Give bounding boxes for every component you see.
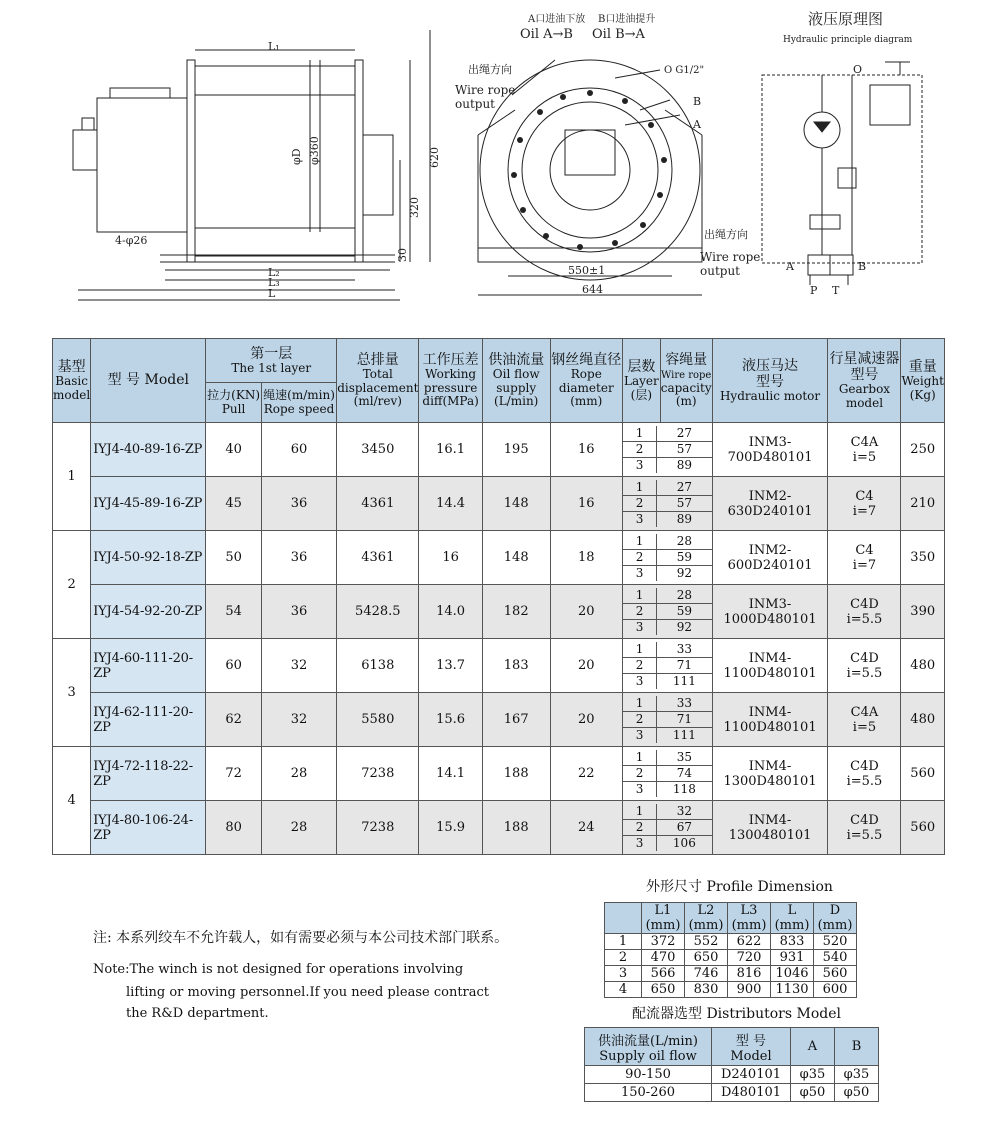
- flow-cell: 188: [482, 801, 550, 855]
- gearbox-cell: [828, 747, 901, 801]
- layer-value: 3: [623, 620, 657, 636]
- press-cell: 15.9: [419, 801, 482, 855]
- model-cell: IYJ4-80-106-24-ZP: [91, 801, 206, 855]
- profile-cell: 830: [685, 982, 728, 998]
- distributor-title: 配流器选型 Distributors Model: [632, 1006, 841, 1022]
- rope-dir-en1: Wire rope: [455, 83, 516, 97]
- weight-cell: 560: [901, 747, 945, 801]
- dim-d: φD: [290, 148, 303, 165]
- speed-cell: 36: [261, 531, 336, 585]
- motor-cell: INM4-1300D480101: [712, 747, 828, 801]
- capacity-value: 71: [657, 658, 712, 674]
- gearbox-cell: [828, 423, 901, 477]
- dim-l: L: [268, 287, 276, 300]
- table-row: [53, 585, 945, 639]
- gearbox-ratio: i=7: [852, 503, 877, 519]
- hydraulic-title-en: Hydraulic principle diagram: [783, 35, 913, 45]
- gearbox-ratio: i=5.5: [846, 827, 883, 843]
- model-cell: IYJ4-72-118-22-ZP: [91, 747, 206, 801]
- table-row: [605, 934, 857, 950]
- distributor-cell: φ35: [791, 1066, 835, 1084]
- layer-value: 2: [623, 712, 657, 728]
- pull-cell: 60: [206, 639, 261, 693]
- model-cell: IYJ4-54-92-20-ZP: [91, 585, 206, 639]
- layer-value: 1: [623, 642, 657, 658]
- weight-cell: 480: [901, 693, 945, 747]
- table-row: [605, 966, 857, 982]
- port-a: A: [693, 118, 701, 131]
- table-row: [53, 639, 945, 693]
- press-cell: 14.4: [419, 477, 482, 531]
- side-view-drawing: [73, 30, 430, 300]
- port-b: B: [693, 95, 702, 108]
- dim-l2: L₂: [268, 266, 280, 279]
- distributor-cell: 90-150: [585, 1066, 712, 1084]
- table-row: [605, 982, 857, 998]
- weight-cell: 250: [901, 423, 945, 477]
- layer-value: 1: [623, 534, 657, 550]
- model-cell: IYJ4-45-89-16-ZP: [91, 477, 206, 531]
- gearbox-model: C4A: [850, 434, 879, 450]
- weight-cell: 560: [901, 801, 945, 855]
- capacity-value: 57: [657, 442, 712, 458]
- basic-model-cell: 3: [53, 639, 91, 747]
- layer-value: 3: [623, 674, 657, 690]
- hyd-o: O: [853, 63, 863, 76]
- flow-cell: 148: [482, 531, 550, 585]
- motor-header: 液压马达 型号 Hydraulic motor: [712, 339, 828, 423]
- hyd-t: T: [832, 284, 840, 297]
- layer-value: 2: [623, 820, 657, 836]
- port-o: O G1/2": [664, 65, 705, 76]
- capacity-value: 32: [657, 804, 712, 820]
- gearbox-model: C4A: [850, 704, 879, 720]
- capacity-value: 111: [672, 728, 696, 742]
- layer-capacity-cell: [622, 531, 712, 585]
- profile-cell: 900: [728, 982, 771, 998]
- model-cell: IYJ4-60-111-20-ZP: [91, 639, 206, 693]
- spec-table-body: [53, 423, 945, 855]
- layer-capacity-cell: [622, 477, 712, 531]
- rope-header: 钢丝绳直径 Rope diameter (mm): [550, 339, 622, 423]
- profile-cell: 650: [685, 950, 728, 966]
- distributor-table: [584, 1027, 879, 1102]
- layer-value: 3: [623, 836, 657, 852]
- pull-header: 拉力(KN) Pull: [206, 383, 261, 423]
- profile-cell: 1: [605, 934, 642, 950]
- disp-cell: 5428.5: [337, 585, 419, 639]
- note-en-1: Note:The winch is not designed for operations involving: [93, 962, 464, 977]
- motor-cell: INM2-630D240101: [712, 477, 828, 531]
- motor-cell: INM3-700D480101: [712, 423, 828, 477]
- motor-cell: INM2-600D240101: [712, 531, 828, 585]
- basic-model-cell: 2: [53, 531, 91, 639]
- distributor-cell: D480101: [712, 1084, 791, 1102]
- layer-value: 2: [623, 766, 657, 782]
- speed-cell: 32: [261, 639, 336, 693]
- gearbox-ratio: i=5.5: [846, 611, 883, 627]
- dim-l1: L₁: [268, 40, 280, 53]
- gearbox-cell: [828, 477, 901, 531]
- layer-capacity-cell: [622, 585, 712, 639]
- profile-cell: 3: [605, 966, 642, 982]
- capacity-value: 89: [676, 458, 693, 472]
- rope-cell: 20: [550, 693, 622, 747]
- gearbox-model: C4D: [850, 650, 879, 666]
- profile-cell: 470: [642, 950, 685, 966]
- capacity-value: 57: [657, 496, 712, 512]
- layer-value: 2: [623, 658, 657, 674]
- disp-cell: 4361: [337, 477, 419, 531]
- profile-cell: 1130: [771, 982, 814, 998]
- profile-header-0: [605, 903, 642, 934]
- press-cell: 16: [419, 531, 482, 585]
- layer-header: 层数 Layer (层): [622, 339, 660, 423]
- oil-b-en: Oil B→A: [592, 27, 645, 42]
- flow-header: 供油流量 Oil flow supply (L/min): [482, 339, 550, 423]
- pull-cell: 54: [206, 585, 261, 639]
- layer-value: 2: [623, 496, 657, 512]
- gearbox-model: C4D: [850, 758, 879, 774]
- rope-cell: 20: [550, 585, 622, 639]
- dim-360: φ360: [308, 136, 321, 165]
- profile-cell: 4: [605, 982, 642, 998]
- weight-header: 重量 Weight (Kg): [901, 339, 945, 423]
- model-cell: IYJ4-62-111-20-ZP: [91, 693, 206, 747]
- speed-header: 绳速(m/min) Rope speed: [261, 383, 336, 423]
- weight-cell: 480: [901, 639, 945, 693]
- hyd-p: P: [810, 284, 818, 297]
- model-header: 型 号 Model: [91, 339, 206, 423]
- oil-a-cn: A口进油下放: [528, 14, 586, 25]
- speed-cell: 36: [261, 585, 336, 639]
- capacity-value: 118: [672, 782, 696, 796]
- gearbox-model: C4D: [850, 812, 879, 828]
- disp-cell: 3450: [337, 423, 419, 477]
- hyd-a: A: [786, 260, 794, 273]
- table-row: [53, 747, 945, 801]
- gearbox-ratio: i=7: [852, 557, 877, 573]
- note-en-2: lifting or moving personnel.If you need please contract: [126, 985, 490, 1000]
- layer-value: 1: [623, 588, 657, 604]
- table-row: [605, 950, 857, 966]
- profile-cell: 560: [814, 966, 857, 982]
- distributor-cell: D240101: [712, 1066, 791, 1084]
- profile-cell: 372: [642, 934, 685, 950]
- distributor-cell: φ35: [835, 1066, 879, 1084]
- profile-cell: 566: [642, 966, 685, 982]
- motor-cell: INM4-1100D480101: [712, 639, 828, 693]
- disp-cell: 7238: [337, 801, 419, 855]
- speed-cell: 60: [261, 423, 336, 477]
- capacity-value: 89: [676, 512, 693, 526]
- gearbox-cell: [828, 693, 901, 747]
- pull-cell: 80: [206, 801, 261, 855]
- disp-cell: 7238: [337, 747, 419, 801]
- profile-cell: 520: [814, 934, 857, 950]
- speed-cell: 32: [261, 693, 336, 747]
- gearbox-cell: [828, 801, 901, 855]
- capacity-value: 27: [657, 426, 712, 442]
- press-cell: 14.0: [419, 585, 482, 639]
- dim-550: 550±1: [568, 264, 606, 277]
- gearbox-ratio: i=5.5: [846, 665, 883, 681]
- speed-cell: 28: [261, 747, 336, 801]
- profile-cell: 1046: [771, 966, 814, 982]
- capacity-value: 59: [657, 550, 712, 566]
- oil-b-cn: B口进油提升: [598, 14, 656, 25]
- flow-cell: 195: [482, 423, 550, 477]
- motor-cell: INM4-1300480101: [712, 801, 828, 855]
- dim-holes: 4-φ26: [115, 234, 148, 247]
- dim-30: 30: [396, 248, 409, 262]
- dist-model-header: 型 号Model: [712, 1028, 791, 1066]
- dist-b-header: B: [835, 1028, 879, 1066]
- distributor-cell: φ50: [835, 1084, 879, 1102]
- table-row: [53, 693, 945, 747]
- distributor-cell: φ50: [791, 1084, 835, 1102]
- profile-header-2: L2 (mm): [685, 903, 728, 934]
- gearbox-ratio: i=5.5: [846, 773, 883, 789]
- profile-cell: 650: [642, 982, 685, 998]
- profile-table: [604, 902, 857, 998]
- capacity-value: 106: [672, 836, 696, 850]
- weight-cell: 350: [901, 531, 945, 585]
- profile-cell: 720: [728, 950, 771, 966]
- layer-value: 1: [623, 696, 657, 712]
- motor-cell: INM4-1100D480101: [712, 693, 828, 747]
- layer-value: 2: [623, 604, 657, 620]
- model-cell: IYJ4-50-92-18-ZP: [91, 531, 206, 585]
- model-cell: IYJ4-40-89-16-ZP: [91, 423, 206, 477]
- flow-cell: 183: [482, 639, 550, 693]
- layer-value: 2: [623, 550, 657, 566]
- pull-cell: 62: [206, 693, 261, 747]
- layer-capacity-cell: [622, 801, 712, 855]
- basic-header: 基型 Basic model: [53, 339, 91, 423]
- capacity-value: 28: [657, 534, 712, 550]
- layer-capacity-cell: [622, 423, 712, 477]
- table-row: [585, 1066, 879, 1084]
- press-cell: 16.1: [419, 423, 482, 477]
- capacity-header: 容绳量 Wire rope capacity (m): [660, 339, 712, 423]
- profile-cell: 816: [728, 966, 771, 982]
- capacity-value: 27: [657, 480, 712, 496]
- gearbox-ratio: i=5: [852, 449, 877, 465]
- capacity-value: 59: [657, 604, 712, 620]
- layer-capacity-cell: [622, 747, 712, 801]
- basic-model-cell: 1: [53, 423, 91, 531]
- disp-cell: 4361: [337, 531, 419, 585]
- capacity-value: 74: [657, 766, 712, 782]
- rope-dir-cn: 出绳方向: [468, 63, 512, 76]
- capacity-value: 71: [657, 712, 712, 728]
- layer-value: 3: [623, 782, 657, 798]
- disp-cell: 5580: [337, 693, 419, 747]
- table-row: [53, 477, 945, 531]
- gearbox-cell: [828, 585, 901, 639]
- speed-cell: 36: [261, 477, 336, 531]
- profile-header-4: L (mm): [771, 903, 814, 934]
- capacity-value: 33: [657, 696, 712, 712]
- profile-cell: 540: [814, 950, 857, 966]
- layer1-header: 第一层 The 1st layer: [206, 339, 337, 383]
- disp-cell: 6138: [337, 639, 419, 693]
- distributor-cell: 150-260: [585, 1084, 712, 1102]
- dist-flow-header: 供油流量(L/min) Supply oil flow: [585, 1028, 712, 1066]
- gearbox-model: C4: [855, 488, 874, 504]
- dim-l3: L₃: [268, 276, 280, 289]
- table-row: [53, 423, 945, 477]
- press-cell: 15.6: [419, 693, 482, 747]
- layer-value: 1: [623, 426, 657, 442]
- rope-cell: 16: [550, 477, 622, 531]
- gearbox-ratio: i=5: [852, 719, 877, 735]
- capacity-value: 92: [676, 620, 693, 634]
- pull-cell: 45: [206, 477, 261, 531]
- layer-value: 1: [623, 480, 657, 496]
- capacity-value: 35: [657, 750, 712, 766]
- rope-cell: 20: [550, 639, 622, 693]
- flow-cell: 182: [482, 585, 550, 639]
- profile-header-5: D (mm): [814, 903, 857, 934]
- dim-620: 620: [428, 147, 441, 168]
- capacity-value: 111: [672, 674, 696, 688]
- capacity-value: 28: [657, 588, 712, 604]
- layer-value: 1: [623, 750, 657, 766]
- rope-dir2-cn: 出绳方向: [704, 228, 748, 241]
- layer-value: 2: [623, 442, 657, 458]
- profile-cell: 600: [814, 982, 857, 998]
- layer-value: 3: [623, 566, 657, 582]
- profile-cell: 552: [685, 934, 728, 950]
- rope-cell: 16: [550, 423, 622, 477]
- weight-cell: 210: [901, 477, 945, 531]
- rope-cell: 18: [550, 531, 622, 585]
- profile-header-3: L3 (mm): [728, 903, 771, 934]
- hyd-b: B: [858, 260, 867, 273]
- dim-320: 320: [408, 197, 421, 218]
- capacity-value: 67: [657, 820, 712, 836]
- gearbox-model: C4: [855, 542, 874, 558]
- gearbox-cell: [828, 639, 901, 693]
- layer-value: 1: [623, 804, 657, 820]
- capacity-value: 33: [657, 642, 712, 658]
- oil-a-en: Oil A→B: [520, 27, 573, 42]
- flow-cell: 188: [482, 747, 550, 801]
- layer-value: 3: [623, 512, 657, 528]
- rope-dir-en2: output: [455, 97, 496, 111]
- displacement-header: 总排量 Total displacement (ml/rev): [337, 339, 419, 423]
- rope-dir2-en2: output: [700, 264, 741, 278]
- table-row: [53, 531, 945, 585]
- profile-cell: 622: [728, 934, 771, 950]
- layer-value: 3: [623, 728, 657, 744]
- layer-capacity-cell: [622, 693, 712, 747]
- speed-cell: 28: [261, 801, 336, 855]
- technical-drawings: [0, 0, 1000, 330]
- press-cell: 14.1: [419, 747, 482, 801]
- table-row: [53, 801, 945, 855]
- capacity-value: 92: [676, 566, 693, 580]
- gearbox-model: C4D: [850, 596, 879, 612]
- layer-value: 3: [623, 458, 657, 474]
- gearbox-header: 行星减速器 型号 Gearbox model: [828, 339, 901, 423]
- profile-cell: 746: [685, 966, 728, 982]
- note-cn: 注: 本系列绞车不允许载人，如有需要必须与本公司技术部门联系。: [93, 930, 509, 946]
- gearbox-cell: [828, 531, 901, 585]
- weight-cell: 390: [901, 585, 945, 639]
- rope-cell: 22: [550, 747, 622, 801]
- rope-cell: 24: [550, 801, 622, 855]
- rope-dir2-en1: Wire rope: [700, 250, 761, 264]
- layer-capacity-cell: [622, 639, 712, 693]
- spec-table: [52, 338, 945, 855]
- pull-cell: 50: [206, 531, 261, 585]
- pull-cell: 40: [206, 423, 261, 477]
- dist-a-header: A: [791, 1028, 835, 1066]
- hydraulic-title-cn: 液压原理图: [808, 10, 884, 28]
- pressure-header: 工作压差 Working pressure diff(MPa): [419, 339, 482, 423]
- profile-cell: 833: [771, 934, 814, 950]
- table-row: [585, 1084, 879, 1102]
- dim-644: 644: [582, 283, 603, 296]
- hydraulic-diagram: [762, 62, 922, 285]
- flow-cell: 148: [482, 477, 550, 531]
- profile-cell: 931: [771, 950, 814, 966]
- pull-cell: 72: [206, 747, 261, 801]
- flow-cell: 167: [482, 693, 550, 747]
- profile-cell: 2: [605, 950, 642, 966]
- note-en-3: the R&D department.: [126, 1006, 269, 1021]
- profile-header-1: L1 (mm): [642, 903, 685, 934]
- basic-model-cell: 4: [53, 747, 91, 855]
- motor-cell: INM3-1000D480101: [712, 585, 828, 639]
- profile-title: 外形尺寸 Profile Dimension: [646, 879, 833, 895]
- press-cell: 13.7: [419, 639, 482, 693]
